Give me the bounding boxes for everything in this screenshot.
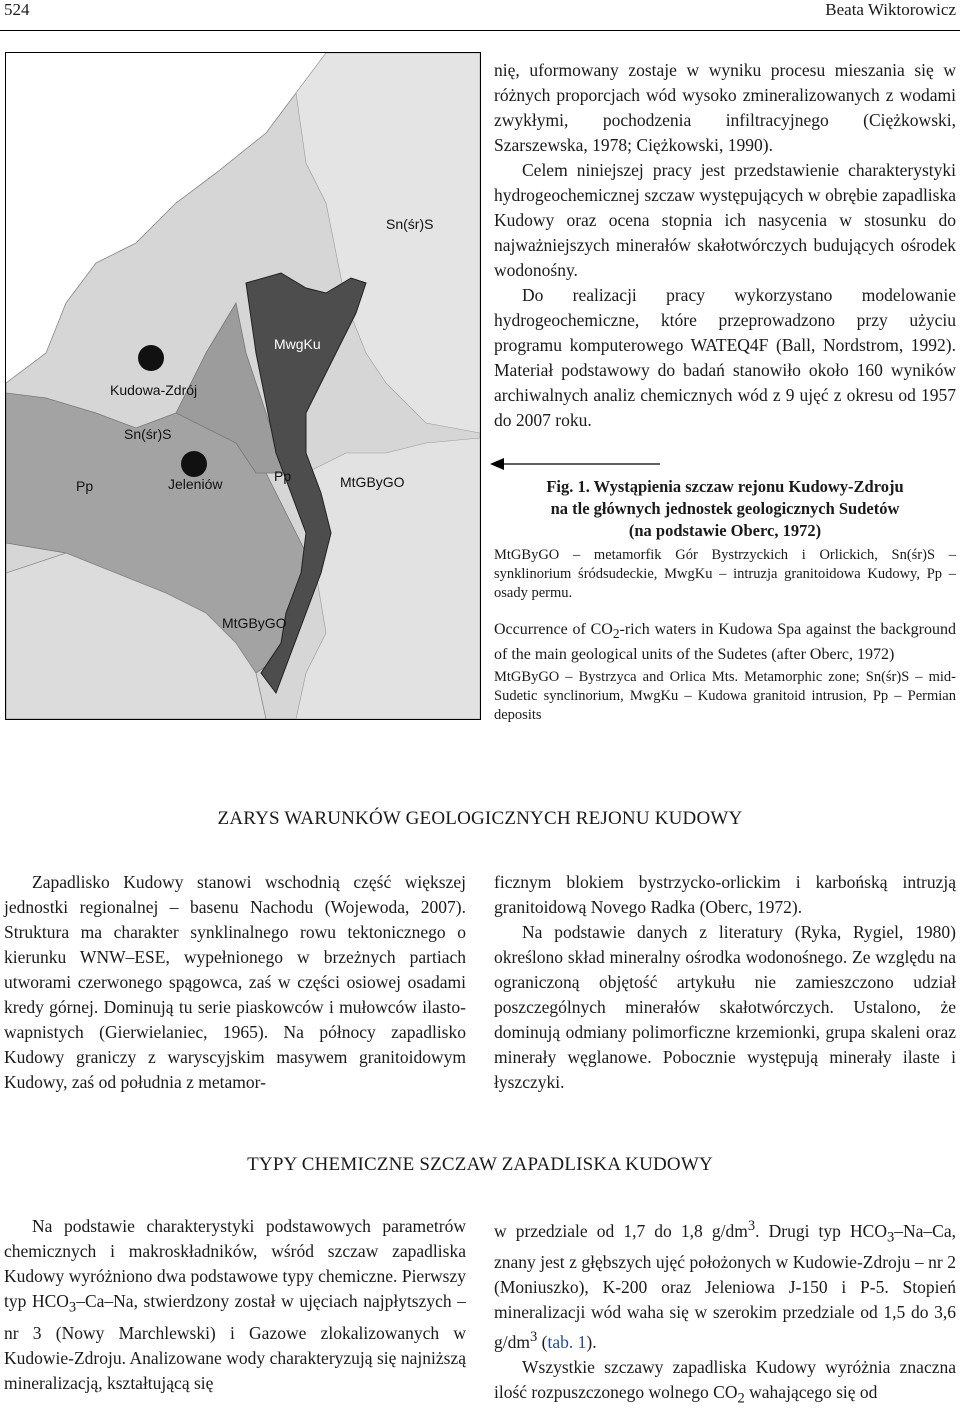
- figure-title-line-2: na tle głównych jednostek geologicznych Sudetów: [550, 499, 900, 518]
- intro-paragraph-2: Celem niniejszej pracy jest przedstawienie charakterystyki hydrogeochemicznej szczaw występujących w obrębie zapadliska Kudowy oraz ocena stopnia ich nasycenia w stosunku do najważniejszych minerałów skałotwórczych budujących ośrodek wodonośny.: [494, 160, 956, 280]
- caption-en-part-2: -rich waters in Kudowa Spa against the background of the main geological units of the Sudetes (after Oberc, 1972): [494, 621, 956, 664]
- s2-right-e: ).: [586, 1332, 597, 1353]
- header-rule: [0, 30, 960, 31]
- s2-left-sub: 3: [68, 1299, 77, 1316]
- intro-text: [494, 58, 956, 433]
- label-pp-mid: Pp: [274, 468, 292, 484]
- section1-right-paragraph-1: ficznym blokiem bystrzycko-orlickim i karbońską intruzją granitoidową Novego Radka (Oberc, 1972).: [494, 872, 956, 917]
- section-title-geology: ZARYS WARUNKÓW GEOLOGICZNYCH REJONU KUDOWY: [217, 808, 743, 829]
- s2-right-sub1: 3: [886, 1229, 895, 1246]
- caption-en-subscript: 2: [612, 626, 620, 642]
- s2-right-c: –Na–Ca, znany jest z głębszych ujęć położonych w Kudowie-Zdroju – nr 2 (Moniuszko), K-200 oraz Jeleniowa J-150 i P-5. Stopień mineralizacji wód waha się w szerokim przedziale od 1,5 do 3,6 g/dm: [494, 1220, 956, 1353]
- s2-left-a: Na podstawie charakterystyki podstawowych parametrów chemicznych i makroskładników, wśród szczaw zapadliska Kudowy wyróżniono dwa podstawowe typy chemiczne. Pierwszy typ HCO: [4, 1216, 466, 1311]
- label-sn-top: Sn(śr)S: [386, 216, 434, 232]
- section2-left-paragraph: [4, 1214, 466, 1396]
- intro-paragraph-1: nię, uformowany zostaje w wyniku procesu mieszania się w różnych proporcjach wód wysoko zmineralizowanych z wodami zwykłymi, pochodzenia infiltracyjnego (Ciężkowski, Szarszewska, 1978; Ciężkowski, 1990).: [494, 60, 956, 155]
- section1-left-column: [4, 870, 466, 1095]
- label-pp-left: Pp: [76, 478, 94, 494]
- intro-paragraph-3: Do realizacji pracy wykorzystano modelowanie hydrogeochemiczne, które przeprowadzono przy użyciu programu komputerowego WATEQ4F (Ball, Nordstrom, 1992). Materiał podstawowy do badań stanowiło około 160 wyników archiwalnych analiz chemicznych wód z 9 ujęć z okresu od 1957 do 2007 roku.: [494, 285, 956, 430]
- section2-right-paragraph-1: [494, 1214, 956, 1355]
- figure-title-line-3: (na podstawie Oberc, 1972): [628, 521, 822, 540]
- label-mtgbygo-right: MtGByGO: [340, 474, 405, 490]
- page-number: 524: [4, 0, 30, 19]
- s2-right-p2b: wahającego się od: [744, 1382, 878, 1403]
- figure-arrow: [490, 457, 660, 471]
- s2-right-sup1: 3: [747, 1218, 756, 1234]
- section1-left-paragraph: Zapadlisko Kudowy stanowi wschodnią część większej jednostki regionalnej – basenu Nachodu (Wojewoda, 2007). Struktura ma charakter synklinalnego rowu tektonicznego o kierunku WNW–ESE, wypełnionego w brzeżnych partiach utworami czerwonego spągowca, zaś w części osiowej osadami kredy górnej. Dominują tu serie piaskowców i mułowców ilasto-wapnistych (Gierwielaniec, 1965). Na północy zapadlisko Kudowy graniczy z waryscyjskim masywem granitoidowym Kudowy, zaś od południa z metamor-: [4, 872, 466, 1092]
- geological-map-svg: [6, 53, 480, 719]
- section-title-chemical-types: TYPY CHEMICZNE SZCZAW ZAPADLISKA KUDOWY: [247, 1154, 713, 1175]
- figure-caption-english: [494, 619, 956, 665]
- s2-right-sup2: 3: [529, 1329, 538, 1346]
- figure-caption-english-legend: MtGByGO – Bystrzyca and Orlica Mts. Metamorphic zone; Sn(śr)S – mid-Sudetic synclinorium, MwgKu – Kudowa granitoid intrusion, Pp – Permian deposits: [494, 669, 956, 723]
- figure-title: [494, 476, 956, 542]
- label-mtgbygo-bottom: MtGByGO: [222, 615, 287, 631]
- section2-right-column: [494, 1214, 956, 1412]
- label-jeleniow: Jeleniów: [168, 476, 223, 492]
- s2-right-d: (: [537, 1332, 548, 1353]
- s2-right-b: . Drugi typ HCO: [755, 1220, 887, 1241]
- town-marker-jeleniow: [181, 451, 207, 477]
- town-marker-kudowa: [138, 345, 164, 371]
- section1-right-column: [494, 870, 956, 1095]
- figure-caption-polish: MtGByGO – metamorfik Gór Bystrzyckich i Orlickich, Sn(śr)S – synklinorium śródsudeckie, MwgKu – intruzja granitoidowa Kudowy, Pp – osady permu.: [494, 547, 956, 601]
- label-sn-mid: Sn(śr)S: [124, 426, 172, 442]
- figure-title-line-1: Fig. 1. Wystąpienia szczaw rejonu Kudowy-Zdroju: [546, 477, 904, 496]
- section2-right-paragraph-2: [494, 1355, 956, 1412]
- label-mwgku: MwgKu: [274, 336, 321, 352]
- s2-right-p2a: Wszystkie szczawy zapadliska Kudowy wyróżnia znaczna ilość rozpuszczonego wolnego CO: [494, 1357, 956, 1403]
- s2-left-b: –Ca–Na, stwierdzony został w ujęciach najpłytszych – nr 3 (Nowy Marchlewski) i Gazowe zlokalizowanych w Kudowie-Zdroju. Analizowane wody charakteryzują się najniższą mineralizacją, kształtującą się: [4, 1291, 466, 1393]
- section2-left-column: [4, 1214, 466, 1396]
- geological-map: [5, 52, 481, 720]
- caption-en-part-1: Occurrence of CO: [494, 621, 613, 638]
- section1-right-paragraph-2: Na podstawie danych z literatury (Ryka, Rygiel, 1980) określono skład mineralny ośrodka wodonośnego. Ze względu na ograniczoną objętość artykułu nie zamieszczono udział poszczególnych minerałów skałotwórczych. Ustalono, że dominują odmiany polimorficzne krzemionki, grupa skaleni oraz minerały węglanowe. Pobocznie występują minerały ilaste i łyszczyki.: [494, 922, 956, 1092]
- s2-right-a: w przedziale od 1,7 do 1,8 g/dm: [494, 1220, 748, 1241]
- s2-right-p2-sub: 2: [737, 1390, 745, 1407]
- running-header-author: Beata Wiktorowicz: [825, 0, 956, 19]
- label-kudowa: Kudowa-Zdrój: [110, 382, 198, 398]
- table-1-link[interactable]: tab. 1: [547, 1332, 587, 1353]
